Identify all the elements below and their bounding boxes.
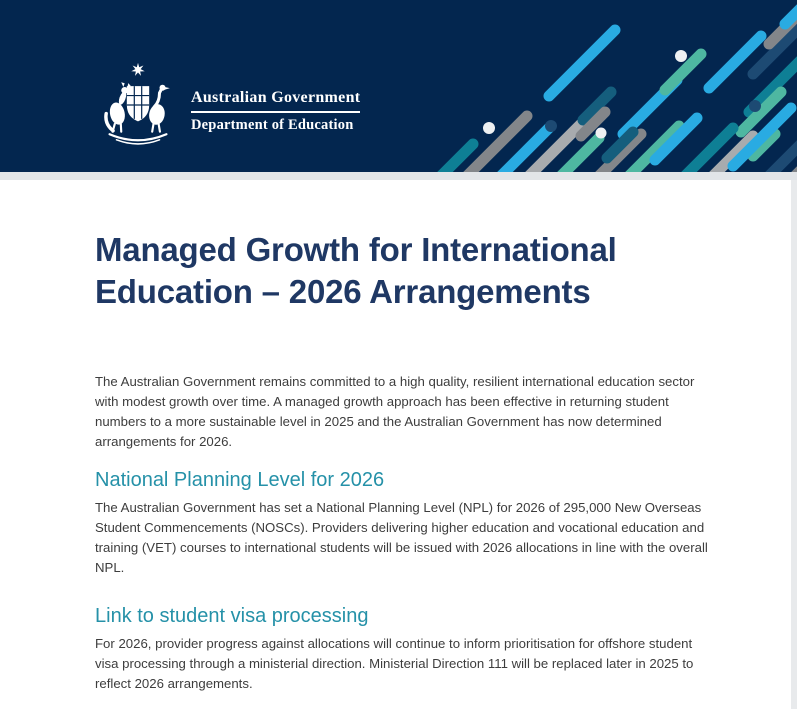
intro-paragraph: The Australian Government remains committed to a high quality, resilient international education sector with modest growth over time. A managed growth approach has been effective in returning student numbers to a more sustainable level in 2025 and the Australian Government has now determined arrangements for 2026. xyxy=(95,374,695,449)
section-heading-student-visa-processing: Link to student visa processing xyxy=(95,605,369,627)
header-banner xyxy=(0,0,797,172)
logo-divider xyxy=(191,111,360,113)
page-right-edge xyxy=(791,180,797,709)
logo-dept-name: Department of Education xyxy=(191,117,354,133)
document-content xyxy=(95,180,717,694)
section-body-national-planning-level: The Australian Government has set a National Planning Level (NPL) for 2026 of 295,000 New Overseas Student Commencements (NOSCs). Providers delivering higher education and vocational education and training (VET) courses to international students will be issued with 2026 allocations in line with the overall NPL. xyxy=(95,500,708,575)
logo-text-block xyxy=(191,88,360,134)
government-logo xyxy=(99,62,360,148)
section-body-student-visa-processing: For 2026, provider progress against allocations will continue to inform prioritisation for offshore student visa processing through a ministerial direction. Ministerial Direction 111 will be replaced later in 2025 to reflect 2026 arrangements. xyxy=(95,636,694,691)
page-top-edge xyxy=(0,172,797,180)
decorative-stripes-graphic xyxy=(397,0,797,172)
section-heading-national-planning-level: National Planning Level for 2026 xyxy=(95,469,385,491)
page-title: Managed Growth for International Education – 2026 Arrangements xyxy=(95,231,617,310)
logo-org-name: Australian Government xyxy=(191,89,361,106)
australian-coat-of-arms-icon xyxy=(99,62,177,148)
